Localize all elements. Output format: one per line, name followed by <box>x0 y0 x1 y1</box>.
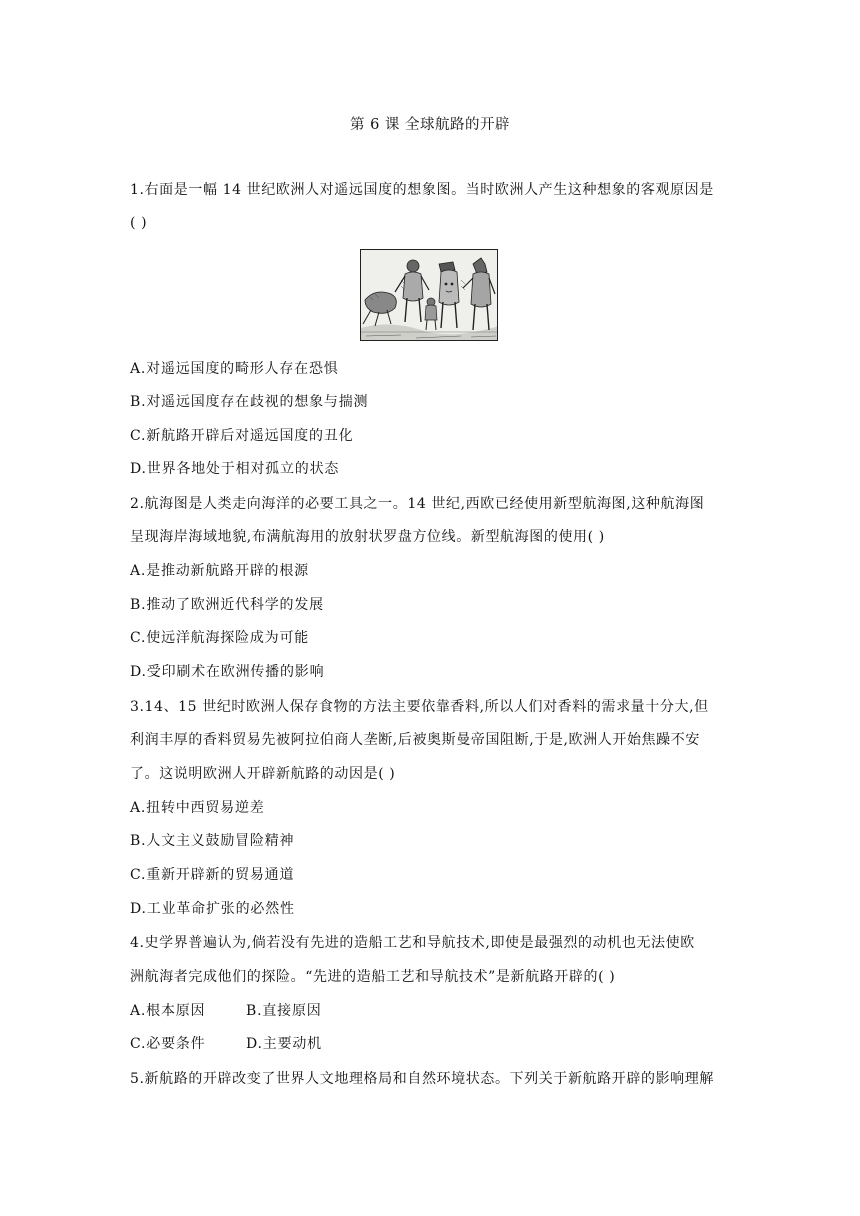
question-3-option-c: C.重新开辟新的贸易通道 <box>130 867 295 883</box>
question-1-option-a: A.对遥远国度的畸形人存在恐惧 <box>130 361 339 377</box>
question-3-stem-line-1: 3.14、15 世纪时欧洲人保存食物的方法主要依靠香料,所以人们对香料的需求量十分大,但 <box>130 699 709 715</box>
illustration-imaginary-people <box>360 249 498 341</box>
question-2-option-a: A.是推动新航路开辟的根源 <box>130 563 309 579</box>
question-4-option-a: A.根本原因 <box>130 1003 206 1019</box>
question-4-options-row-1 <box>130 1001 734 1021</box>
question-3-stem-line-2: 利润丰厚的香料贸易先被阿拉伯商人垄断,后被奥斯曼帝国阻断,于是,欧洲人开始焦躁不安 <box>130 732 700 748</box>
question-1-option-c: C.新航路开辟后对遥远国度的丑化 <box>130 428 354 444</box>
question-1-stem-line-1: 1.右面是一幅 14 世纪欧洲人对遥远国度的想象图。当时欧洲人产生这种想象的客观原因是 <box>130 182 714 198</box>
question-4-option-d: D.主要动机 <box>246 1036 322 1052</box>
question-3-option-a: A.扭转中西贸易逆差 <box>130 800 265 816</box>
page-title: 第 6 课 全球航路的开辟 <box>349 117 511 133</box>
question-4-option-b: B.直接原因 <box>246 1003 322 1019</box>
question-3-option-b: B.人文主义鼓励冒险精神 <box>130 833 295 849</box>
question-2-option-c: C.使远洋航海探险成为可能 <box>130 630 310 646</box>
question-1-option-b: B.对遥远国度存在歧视的想象与揣测 <box>130 394 369 410</box>
question-4-option-c: C.必要条件 <box>130 1036 206 1052</box>
question-1-option-d: D.世界各地处于相对孤立的状态 <box>130 461 340 477</box>
question-2-option-d: D.受印刷术在欧洲传播的影响 <box>130 664 325 680</box>
question-5-stem-line-1: 5.新航路的开辟改变了世界人文地理格局和自然环境状态。下列关于新航路开辟的影响理解 <box>130 1071 714 1087</box>
question-2-stem-line-2: 呈现海岸海域地貌,布满航海用的放射状罗盘方位线。新型航海图的使用( ) <box>130 529 605 545</box>
question-1-stem-line-2: ( ) <box>130 215 148 231</box>
question-4-stem-line-2: 洲航海者完成他们的探险。“先进的造船工艺和导航技术”是新航路开辟的( ) <box>130 969 616 985</box>
question-3-option-d: D.工业革命扩张的必然性 <box>130 901 295 917</box>
question-2-option-b: B.推动了欧洲近代科学的发展 <box>130 597 324 613</box>
question-4-options-row-2 <box>130 1034 734 1054</box>
question-4-stem-line-1: 4.史学界普遍认为,倘若没有先进的造船工艺和导航技术,即使是最强烈的动机也无法使欧 <box>130 935 695 951</box>
question-3-stem-line-3: 了。这说明欧洲人开辟新航路的动因是( ) <box>130 766 396 782</box>
question-2-stem-line-1: 2.航海图是人类走向海洋的必要工具之一。14 世纪,西欧已经使用新型航海图,这种航海图 <box>130 496 705 512</box>
